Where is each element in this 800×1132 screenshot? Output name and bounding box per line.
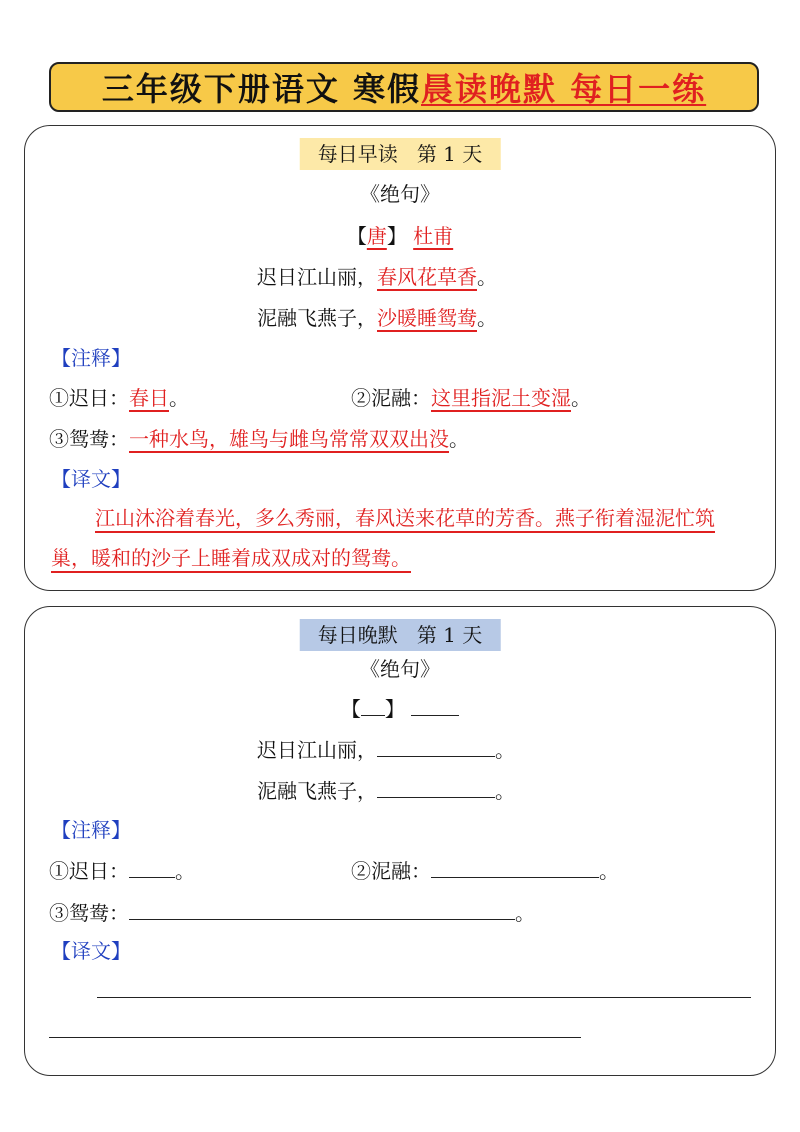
notes-heading: 【注释】	[51, 818, 131, 842]
line2-answer: 沙暖睡鸳鸯	[377, 306, 477, 330]
dynasty-author-blank-line	[25, 693, 775, 722]
note-2-blank	[351, 855, 619, 884]
translation-text	[51, 498, 751, 578]
note-2	[351, 382, 591, 411]
title-black: 三年级下册语文 寒假	[101, 70, 421, 108]
translation-heading: 【译文】	[51, 467, 131, 491]
poem-title-blank: 《绝句》	[360, 657, 440, 681]
note1-answer: 春日	[129, 386, 169, 410]
bracket-close: 】	[386, 224, 407, 248]
line2-given: 泥融飞燕子，	[257, 779, 377, 803]
line2-end: 。	[477, 306, 497, 330]
dynasty-answer: 唐	[366, 224, 387, 248]
poem-title: 《绝句》	[360, 182, 440, 206]
note3-end: 。	[515, 901, 535, 925]
notes-heading: 【注释】	[51, 346, 131, 370]
dynasty-blank[interactable]	[361, 695, 385, 716]
note-3-blank	[49, 897, 535, 926]
note-1-blank	[49, 855, 195, 884]
reading-day-tag: 每日早读 第 1 天	[300, 138, 501, 170]
dynasty-author-line	[25, 220, 775, 249]
note2-label: ②泥融：	[351, 859, 431, 883]
recitation-day-tag: 每日晚默 第 1 天	[300, 619, 501, 651]
translation-answer: 江山沐浴着春光，多么秀丽，春风送来花草的芳香。燕子衔着湿泥忙筑巢，暖和的沙子上睡着成双成对的鸳鸯。	[51, 506, 715, 570]
note3-blank[interactable]	[129, 899, 515, 920]
morning-reading-card	[24, 125, 776, 591]
note1-label: ①迟日：	[49, 386, 129, 410]
line1-given: 迟日江山丽，	[257, 265, 377, 289]
note2-blank[interactable]	[431, 857, 599, 878]
note3-answer: 一种水鸟，雄鸟与雌鸟常常双双出没	[129, 427, 449, 451]
note3-end: 。	[449, 427, 469, 451]
translation-blank-line-2[interactable]	[49, 1037, 581, 1038]
author-answer: 杜甫	[413, 224, 454, 248]
line1-answer: 春风花草香	[377, 265, 477, 289]
poem-line-1	[257, 261, 497, 290]
translation-heading: 【译文】	[51, 939, 131, 963]
page-title-banner	[49, 62, 759, 112]
note2-end: 。	[571, 386, 591, 410]
poem-line-1-blank	[257, 734, 515, 763]
note-3	[49, 423, 469, 452]
note1-end: 。	[175, 859, 195, 883]
author-blank[interactable]	[411, 695, 459, 716]
bracket-open: 【	[346, 224, 367, 248]
line1-end: 。	[495, 738, 515, 762]
poem-line-2-blank	[257, 775, 515, 804]
line1-blank[interactable]	[377, 736, 495, 757]
note1-label: ①迟日：	[49, 859, 129, 883]
line1-given: 迟日江山丽，	[257, 738, 377, 762]
note2-label: ②泥融：	[351, 386, 431, 410]
line2-end: 。	[495, 779, 515, 803]
note1-blank[interactable]	[129, 857, 175, 878]
poem-line-2	[257, 302, 497, 331]
note-1	[49, 382, 189, 411]
line2-blank[interactable]	[377, 777, 495, 798]
note2-end: 。	[599, 859, 619, 883]
note3-label: ③鸳鸯：	[49, 901, 129, 925]
title-red: 晨读晚默 每日一练	[421, 70, 707, 108]
evening-recitation-card	[24, 606, 776, 1076]
translation-blank-line-1[interactable]	[97, 997, 751, 998]
bracket-close: 】	[384, 697, 405, 721]
bracket-open: 【	[340, 697, 361, 721]
note2-answer: 这里指泥土变湿	[431, 386, 571, 410]
line2-given: 泥融飞燕子，	[257, 306, 377, 330]
line1-end: 。	[477, 265, 497, 289]
note3-label: ③鸳鸯：	[49, 427, 129, 451]
note1-end: 。	[169, 386, 189, 410]
